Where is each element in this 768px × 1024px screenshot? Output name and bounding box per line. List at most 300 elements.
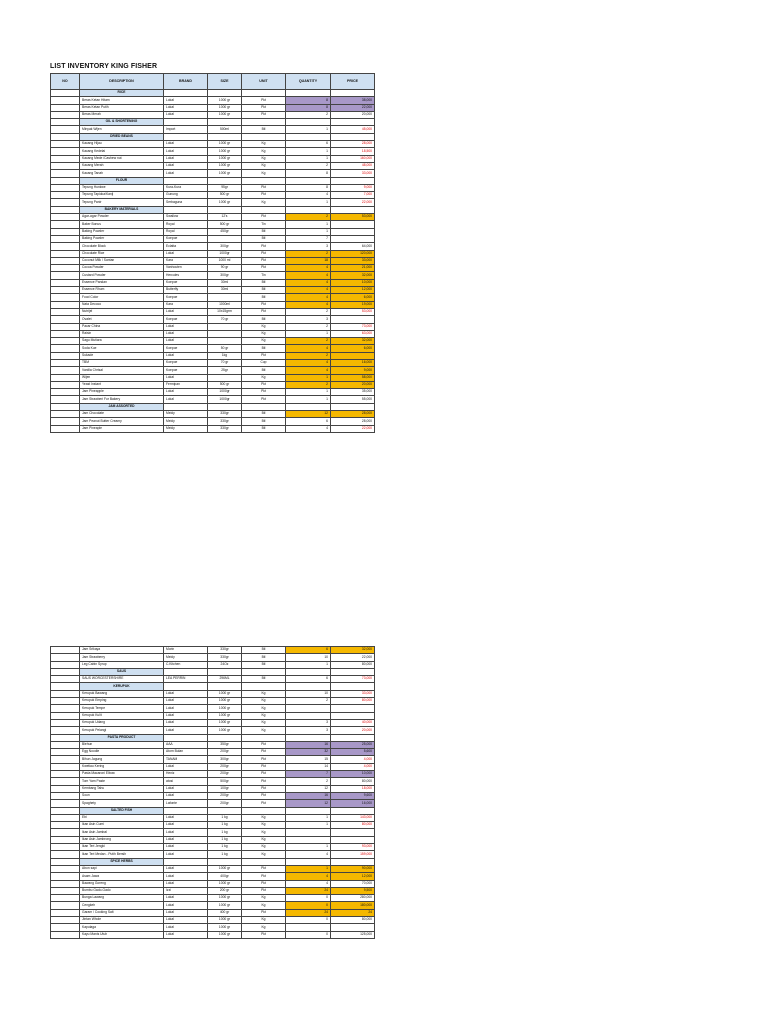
cell-quantity: 6 [286, 647, 331, 654]
cell-unit: Pkt [242, 111, 286, 118]
cell-price: 120,000 [331, 250, 375, 257]
cell-brand: Lokal [164, 895, 208, 902]
cell-description: Ikan Teri Medan - Putih Bersih [80, 851, 164, 858]
cell-price: 33,000 [331, 690, 375, 697]
cell-brand: Lokal [164, 851, 208, 858]
cell-size: 1000 gr [208, 104, 242, 111]
cell-size: 1000 gr [208, 902, 242, 909]
cell-no [51, 133, 80, 140]
cell-brand [164, 734, 208, 741]
cell-unit: Pkt [242, 741, 286, 748]
cell-size: 1 kg [208, 814, 242, 821]
cell-description: Jam Strawberi For Bakery [80, 396, 164, 403]
cell-price: 19,000 [331, 301, 375, 308]
cell-price: 80,000 [331, 698, 375, 705]
cell-no [51, 104, 80, 111]
cell-brand: Lokal [164, 104, 208, 111]
cell-brand: Lokal [164, 250, 208, 257]
cell-no [51, 895, 80, 902]
cell-quantity: 8 [286, 97, 331, 104]
cell-description: Tepung Panir [80, 199, 164, 206]
cell-price: 63,000 [331, 330, 375, 337]
table-row [51, 192, 375, 199]
cell-quantity: 1 [286, 389, 331, 396]
table-row [51, 316, 375, 323]
cell-no [51, 359, 80, 366]
cell-quantity [286, 177, 331, 184]
cell-price [331, 403, 375, 410]
cell-no [51, 184, 80, 191]
cell-description: TBM [80, 359, 164, 366]
cell-size: 200gr [208, 763, 242, 770]
cell-brand: Lokal [164, 792, 208, 799]
cell-size: 200gr [208, 771, 242, 778]
cell-size [208, 374, 242, 381]
cell-quantity: 0 [286, 902, 331, 909]
cell-description: Jam Pineaple [80, 425, 164, 432]
cell-price [331, 829, 375, 836]
cell-brand: TANAM [164, 756, 208, 763]
table-row [51, 308, 375, 315]
table-row [51, 396, 375, 403]
cell-brand: Fermipan [164, 381, 208, 388]
cell-no [51, 771, 80, 778]
table-row [51, 895, 375, 902]
cell-brand: Kara [164, 257, 208, 264]
cell-unit: Pkt [242, 97, 286, 104]
cell-price [331, 221, 375, 228]
table-row [51, 97, 375, 104]
cell-no [51, 111, 80, 118]
header-no: NO [51, 74, 80, 90]
cell-price: 35,000 [331, 389, 375, 396]
cell-no [51, 756, 80, 763]
cell-brand: Lokal [164, 389, 208, 396]
cell-size [208, 294, 242, 301]
cell-no [51, 90, 80, 97]
cell-size: 1000gr [208, 389, 242, 396]
cell-price [331, 119, 375, 126]
cell-brand: Lokal [164, 111, 208, 118]
cell-brand: Koepoe [164, 316, 208, 323]
cell-unit: Kg [242, 162, 286, 169]
cell-unit: Pkt [242, 250, 286, 257]
cell-no [51, 221, 80, 228]
cell-price: 64,000 [331, 243, 375, 250]
cell-no [51, 294, 80, 301]
cell-brand [164, 206, 208, 213]
cell-unit: Kg [242, 851, 286, 858]
table-row [51, 214, 375, 221]
cell-quantity [286, 807, 331, 814]
cell-description: Beras Ketan Putih [80, 104, 164, 111]
cell-unit: Btl [242, 316, 286, 323]
table-row [51, 902, 375, 909]
cell-quantity: 0 [286, 916, 331, 923]
cell-brand: Koepoe [164, 279, 208, 286]
cell-size: 1 kg [208, 829, 242, 836]
cell-price [331, 807, 375, 814]
cell-price: 22,000 [331, 199, 375, 206]
cell-no [51, 668, 80, 675]
category-row [51, 133, 375, 140]
cell-unit: Btl [242, 661, 286, 668]
cell-no [51, 807, 80, 814]
cell-price: 16,000 [331, 359, 375, 366]
inventory-table-2 [50, 646, 375, 939]
cell-quantity: 1 [286, 148, 331, 155]
cell-brand: Lokal [164, 829, 208, 836]
cell-unit: Btl [242, 411, 286, 418]
cell-no [51, 323, 80, 330]
table-row [51, 778, 375, 785]
cell-price: 80,000 [331, 916, 375, 923]
header-description: DESCRIPTION [80, 74, 164, 90]
cell-no [51, 654, 80, 661]
table-row [51, 418, 375, 425]
table-row [51, 184, 375, 191]
table-row [51, 367, 375, 374]
cell-brand: Lokal [164, 719, 208, 726]
cell-quantity: 1 [286, 155, 331, 162]
table-row [51, 323, 375, 330]
cell-price [331, 924, 375, 931]
cell-no [51, 308, 80, 315]
cell-no [51, 778, 80, 785]
table-row [51, 844, 375, 851]
cell-price: 159,000 [331, 851, 375, 858]
cell-price: 20,000 [331, 727, 375, 734]
cell-size: 1000 gr [208, 916, 242, 923]
cell-quantity: 4 [286, 359, 331, 366]
cell-description: Bi​ehun [80, 741, 164, 748]
cell-quantity: 2 [286, 778, 331, 785]
cell-unit: Pkt [242, 865, 286, 872]
cell-description: Pacar China [80, 323, 164, 330]
table-row [51, 661, 375, 668]
page-title: LIST INVENTORY KING FISHER [50, 63, 158, 70]
cell-unit: Btl [242, 367, 286, 374]
cell-size: 1000 gr [208, 690, 242, 697]
cell-price: 22,000 [331, 654, 375, 661]
cell-description: Leg Cabin Syrup [80, 661, 164, 668]
table-row [51, 741, 375, 748]
cell-no [51, 676, 80, 683]
cell-quantity: 1 [286, 330, 331, 337]
cell-unit: Btl [242, 676, 286, 683]
table-row [51, 865, 375, 872]
cell-brand: Lokal [164, 162, 208, 169]
cell-unit: Pkt [242, 352, 286, 359]
cell-quantity [286, 206, 331, 213]
cell-size: 200gr [208, 792, 242, 799]
category-label: SAUS [80, 668, 164, 675]
cell-unit: Kg [242, 705, 286, 712]
cell-quantity: 8 [286, 184, 331, 191]
cell-no [51, 330, 80, 337]
cell-unit: Btl [242, 126, 286, 133]
cell-brand: Lokal [164, 308, 208, 315]
table-row [51, 763, 375, 770]
cell-brand: Lokal [164, 712, 208, 719]
cell-unit [242, 133, 286, 140]
cell-quantity: 3 [286, 719, 331, 726]
cell-description: Kacang Hijau [80, 141, 164, 148]
cell-unit: Kg [242, 330, 286, 337]
cell-quantity: 0 [286, 895, 331, 902]
cell-price: 5,600 [331, 749, 375, 756]
cell-price [331, 712, 375, 719]
cell-unit: Kg [242, 836, 286, 843]
cell-quantity: 10 [286, 690, 331, 697]
cell-brand: Swallow [164, 214, 208, 221]
cell-size: 1000 gr [208, 155, 242, 162]
cell-unit: Pkt [242, 104, 286, 111]
category-row [51, 177, 375, 184]
cell-brand: Koepoe [164, 367, 208, 374]
header-brand: BRAND [164, 74, 208, 90]
cell-price: 12,000 [331, 873, 375, 880]
cell-size: 1000 gr [208, 148, 242, 155]
cell-description: Chocolate Block [80, 243, 164, 250]
cell-no [51, 228, 80, 235]
table-row [51, 712, 375, 719]
cell-no [51, 909, 80, 916]
cell-quantity: 8 [286, 104, 331, 111]
cell-size [208, 90, 242, 97]
cell-quantity: 10 [286, 654, 331, 661]
cell-description: Sagu Mutiara [80, 338, 164, 345]
cell-unit: Btl [242, 235, 286, 242]
category-label: SPICE HERBS [80, 858, 164, 865]
cell-brand: Eclatta [164, 243, 208, 250]
table-row [51, 104, 375, 111]
table-row [51, 330, 375, 337]
cell-size [208, 133, 242, 140]
cell-quantity: 4 [286, 345, 331, 352]
cell-description: Spaghety [80, 800, 164, 807]
cell-description: Kerupuk Kulit [80, 712, 164, 719]
cell-price: 55,000 [331, 396, 375, 403]
cell-size [208, 177, 242, 184]
cell-quantity [286, 705, 331, 712]
cell-price: 4,000 [331, 763, 375, 770]
cell-size: 500gr [208, 778, 242, 785]
cell-unit: Kg [242, 338, 286, 345]
cell-description: Chocolate Rice [80, 250, 164, 257]
cell-no [51, 148, 80, 155]
table-row [51, 162, 375, 169]
cell-description: Essence Pandan [80, 279, 164, 286]
cell-unit: Pkt [242, 792, 286, 799]
cell-description: Custard Powder [80, 272, 164, 279]
cell-description: Jam Chocolate [80, 411, 164, 418]
cell-no [51, 316, 80, 323]
cell-brand: Meidy [164, 654, 208, 661]
cell-size: 500 gr [208, 381, 242, 388]
cell-brand: Morin [164, 647, 208, 654]
cell-unit: Cup [242, 359, 286, 366]
cell-description: Egg Noodle [80, 749, 164, 756]
cell-brand: Lokal [164, 822, 208, 829]
cell-size: 1000 gr [208, 141, 242, 148]
cell-unit [242, 858, 286, 865]
cell-quantity: 8 [286, 170, 331, 177]
cell-unit: Pkt [242, 771, 286, 778]
cell-size: 30ml [208, 287, 242, 294]
cell-no [51, 192, 80, 199]
cell-size: 200gr [208, 749, 242, 756]
table-row [51, 647, 375, 654]
cell-brand: Lokal [164, 931, 208, 938]
category-row [51, 858, 375, 865]
cell-quantity: 2 [286, 214, 331, 221]
cell-size: 90 gr [208, 265, 242, 272]
table-row [51, 294, 375, 301]
cell-description: Pasta Macaroni Elbow [80, 771, 164, 778]
cell-quantity: 4 [286, 367, 331, 374]
cell-no [51, 425, 80, 432]
cell-price: 28,000 [331, 411, 375, 418]
cell-size: 70 gr [208, 316, 242, 323]
cell-no [51, 162, 80, 169]
cell-size: 300gr [208, 272, 242, 279]
cell-unit: Kg [242, 822, 286, 829]
cell-quantity: 4 [286, 301, 331, 308]
table-row [51, 111, 375, 118]
cell-description: Cengkeh [80, 902, 164, 909]
cell-quantity: 24 [286, 909, 331, 916]
cell-no [51, 931, 80, 938]
cell-no [51, 814, 80, 821]
cell-unit: Kg [242, 374, 286, 381]
cell-size: 1000 gr [208, 719, 242, 726]
cell-price: 53,000 [331, 214, 375, 221]
cell-quantity [286, 403, 331, 410]
cell-no [51, 683, 80, 690]
cell-no [51, 287, 80, 294]
cell-description: Soun [80, 792, 164, 799]
cell-brand [164, 668, 208, 675]
cell-description: Jam Pineapple [80, 389, 164, 396]
table-row [51, 698, 375, 705]
cell-size: 1000gr [208, 250, 242, 257]
cell-quantity [286, 924, 331, 931]
cell-price: 12,000 [331, 287, 375, 294]
cell-description: Kacang Tanah [80, 170, 164, 177]
cell-brand: atosi [164, 778, 208, 785]
table-row [51, 880, 375, 887]
cell-no [51, 119, 80, 126]
cell-price: 28,000 [331, 141, 375, 148]
cell-size: 300gr [208, 756, 242, 763]
cell-brand: Heniz [164, 771, 208, 778]
cell-brand: Lokal [164, 170, 208, 177]
cell-description: Kembang Tahu [80, 785, 164, 792]
cell-price: 18,000 [331, 785, 375, 792]
cell-price: 90,000 [331, 865, 375, 872]
cell-no [51, 690, 80, 697]
cell-price [331, 235, 375, 242]
cell-brand: Lokal [164, 916, 208, 923]
cell-no [51, 698, 80, 705]
cell-no [51, 411, 80, 418]
category-row [51, 403, 375, 410]
cell-no [51, 403, 80, 410]
table-row [51, 822, 375, 829]
category-row [51, 90, 375, 97]
cell-description: SAUS WORCESTERSHIRE [80, 676, 164, 683]
cell-brand: Royal [164, 228, 208, 235]
cell-size [208, 734, 242, 741]
cell-unit: Kg [242, 829, 286, 836]
cell-price: 6,000 [331, 294, 375, 301]
cell-brand: Lokal [164, 698, 208, 705]
cell-quantity [286, 683, 331, 690]
cell-unit: Kg [242, 690, 286, 697]
cell-size: 330gr [208, 418, 242, 425]
cell-price [331, 177, 375, 184]
cell-unit: Kg [242, 844, 286, 851]
cell-size [208, 235, 242, 242]
cell-size: 1000 gr [208, 895, 242, 902]
category-label: FLOUR [80, 177, 164, 184]
table-row [51, 301, 375, 308]
cell-size: 330gr [208, 411, 242, 418]
cell-size: 100gr [208, 785, 242, 792]
cell-unit: Pkt [242, 749, 286, 756]
cell-size [208, 668, 242, 675]
cell-unit: Pkt [242, 931, 286, 938]
cell-price: 10,000 [331, 279, 375, 286]
category-row [51, 734, 375, 741]
cell-no [51, 367, 80, 374]
category-row [51, 683, 375, 690]
cell-brand: Meidy [164, 425, 208, 432]
cell-description: Kacang Kedelai [80, 148, 164, 155]
cell-price [331, 206, 375, 213]
cell-no [51, 214, 80, 221]
cell-brand: Lokal [164, 902, 208, 909]
cell-brand: Serbaguna [164, 199, 208, 206]
cell-description: Beras Merah [80, 111, 164, 118]
cell-description: Yeast Instant [80, 381, 164, 388]
table-row [51, 279, 375, 286]
cell-price: 24 [331, 909, 375, 916]
cell-brand: Lokal [164, 148, 208, 155]
table-row [51, 228, 375, 235]
cell-description: Bihun Jagung [80, 756, 164, 763]
cell-no [51, 734, 80, 741]
cell-description: Baking Powder [80, 228, 164, 235]
cell-price [331, 836, 375, 843]
cell-unit: Pkt [242, 785, 286, 792]
table-row [51, 690, 375, 697]
cell-brand: Royal [164, 221, 208, 228]
cell-unit: Kg [242, 141, 286, 148]
cell-unit: Kg [242, 323, 286, 330]
cell-description: Asam Jawa [80, 873, 164, 880]
cell-description: Kacang Merah [80, 162, 164, 169]
cell-quantity: 0 [286, 931, 331, 938]
cell-brand: Gunung [164, 192, 208, 199]
cell-description: Bunga Lawang [80, 895, 164, 902]
cell-unit: Pkt [242, 800, 286, 807]
cell-size: 1 kg [208, 822, 242, 829]
cell-brand: Lokal [164, 873, 208, 880]
cell-unit: Pkt [242, 301, 286, 308]
cell-description: Kerupuk Udang [80, 719, 164, 726]
